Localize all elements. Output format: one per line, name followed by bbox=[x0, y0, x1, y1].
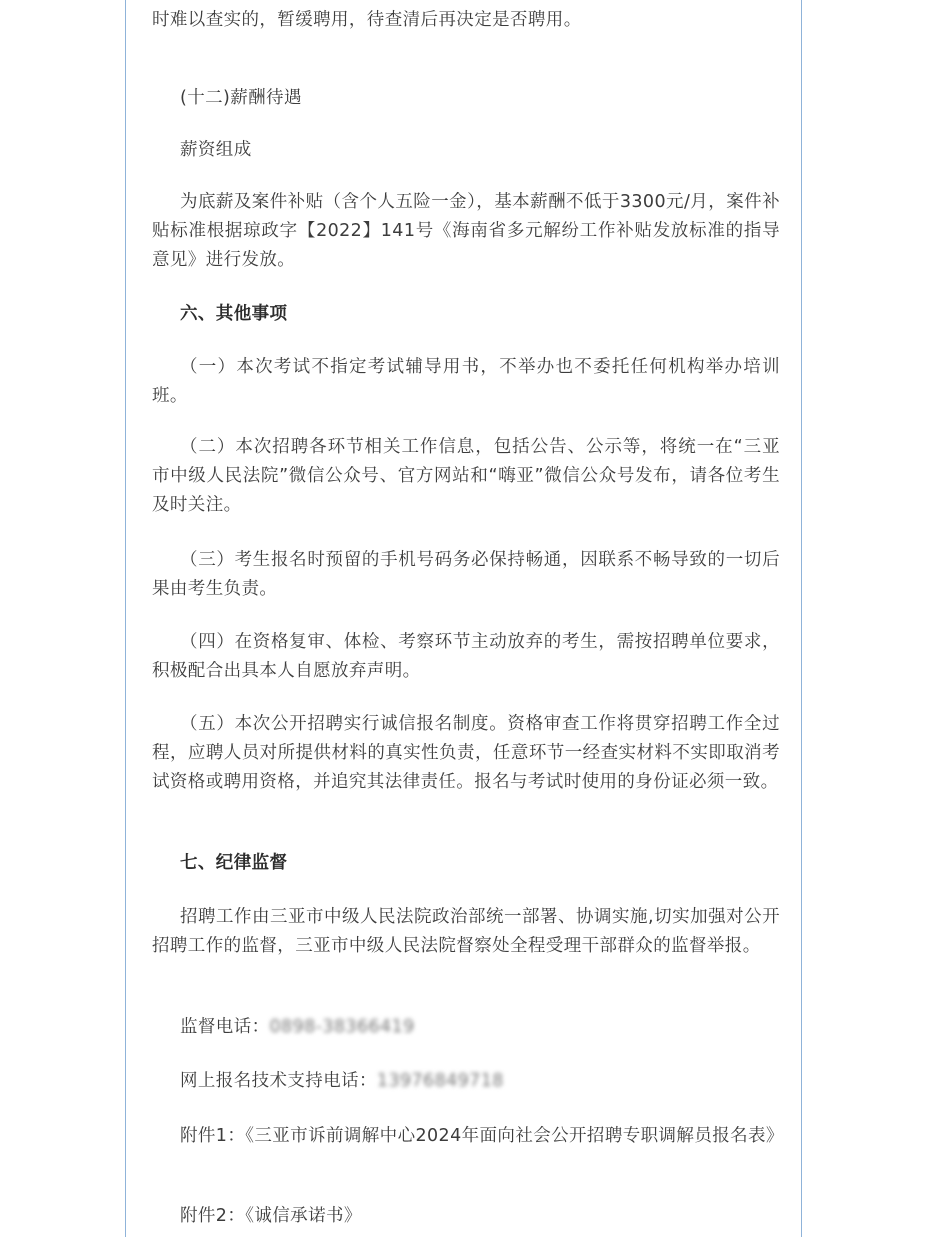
salary-subheading: (十二)薪酬待遇 bbox=[180, 88, 302, 108]
section-heading-discipline: 七、纪律监督 bbox=[180, 853, 288, 873]
other-item-2: （二）本次招聘各环节相关工作信息，包括公告、公示等，将统一在“三亚市中级人民法院”微信公众号、官方网站和“嗨亚”微信公众号发布，请各位考生及时关注。 bbox=[152, 437, 780, 515]
salary-composition-label: 薪资组成 bbox=[180, 140, 252, 160]
supervision-phone-line bbox=[152, 1013, 780, 1042]
tech-support-number: 13976849718 bbox=[376, 1071, 504, 1091]
paragraph-review-end: 时难以查实的，暂缓聘用，待查清后再决定是否聘用。 bbox=[152, 10, 582, 30]
right-border-line bbox=[801, 0, 802, 1237]
supervision-phone-number: 0898-38366419 bbox=[269, 1017, 415, 1037]
attachment-1-link[interactable]: 附件1：《三亚市诉前调解中心2024年面向社会公开招聘专职调解员报名表》 bbox=[180, 1126, 784, 1146]
tech-support-label: 网上报名技术支持电话： bbox=[180, 1071, 377, 1091]
other-item-4: （四）在资格复审、体检、考察环节主动放弃的考生，需按招聘单位要求，积极配合出具本人自愿放弃声明。 bbox=[152, 632, 780, 681]
section-heading-other-matters: 六、其他事项 bbox=[180, 304, 288, 324]
attachment-2-link[interactable]: 附件2：《诚信承诺书》 bbox=[180, 1206, 362, 1226]
supervision-phone-label: 监督电话： bbox=[180, 1017, 270, 1037]
other-item-1: （一）本次考试不指定考试辅导用书，不举办也不委托任何机构举办培训班。 bbox=[152, 357, 780, 406]
other-item-3: （三）考生报名时预留的手机号码务必保持畅通，因联系不畅导致的一切后果由考生负责。 bbox=[152, 550, 780, 599]
supervision-paragraph: 招聘工作由三亚市中级人民法院政治部统一部署、协调实施,切实加强对公开招聘工作的监督，三亚市中级人民法院督察处全程受理干部群众的监督举报。 bbox=[152, 907, 780, 956]
salary-body: 为底薪及案件补贴（含个人五险一金），基本薪酬不低于3300元/月，案件补贴标准根据琼政字【2022】141号《海南省多元解纷工作补贴发放标准的指导意见》进行发放。 bbox=[152, 192, 780, 270]
other-item-5: （五）本次公开招聘实行诚信报名制度。资格审查工作将贯穿招聘工作全过程，应聘人员对所提供材料的真实性负责，任意环节一经查实材料不实即取消考试资格或聘用资格，并追究其法律责任。报名与考试时使用的身份证必须一致。 bbox=[152, 714, 780, 792]
tech-support-line bbox=[152, 1067, 780, 1096]
left-border-line bbox=[125, 0, 126, 1237]
